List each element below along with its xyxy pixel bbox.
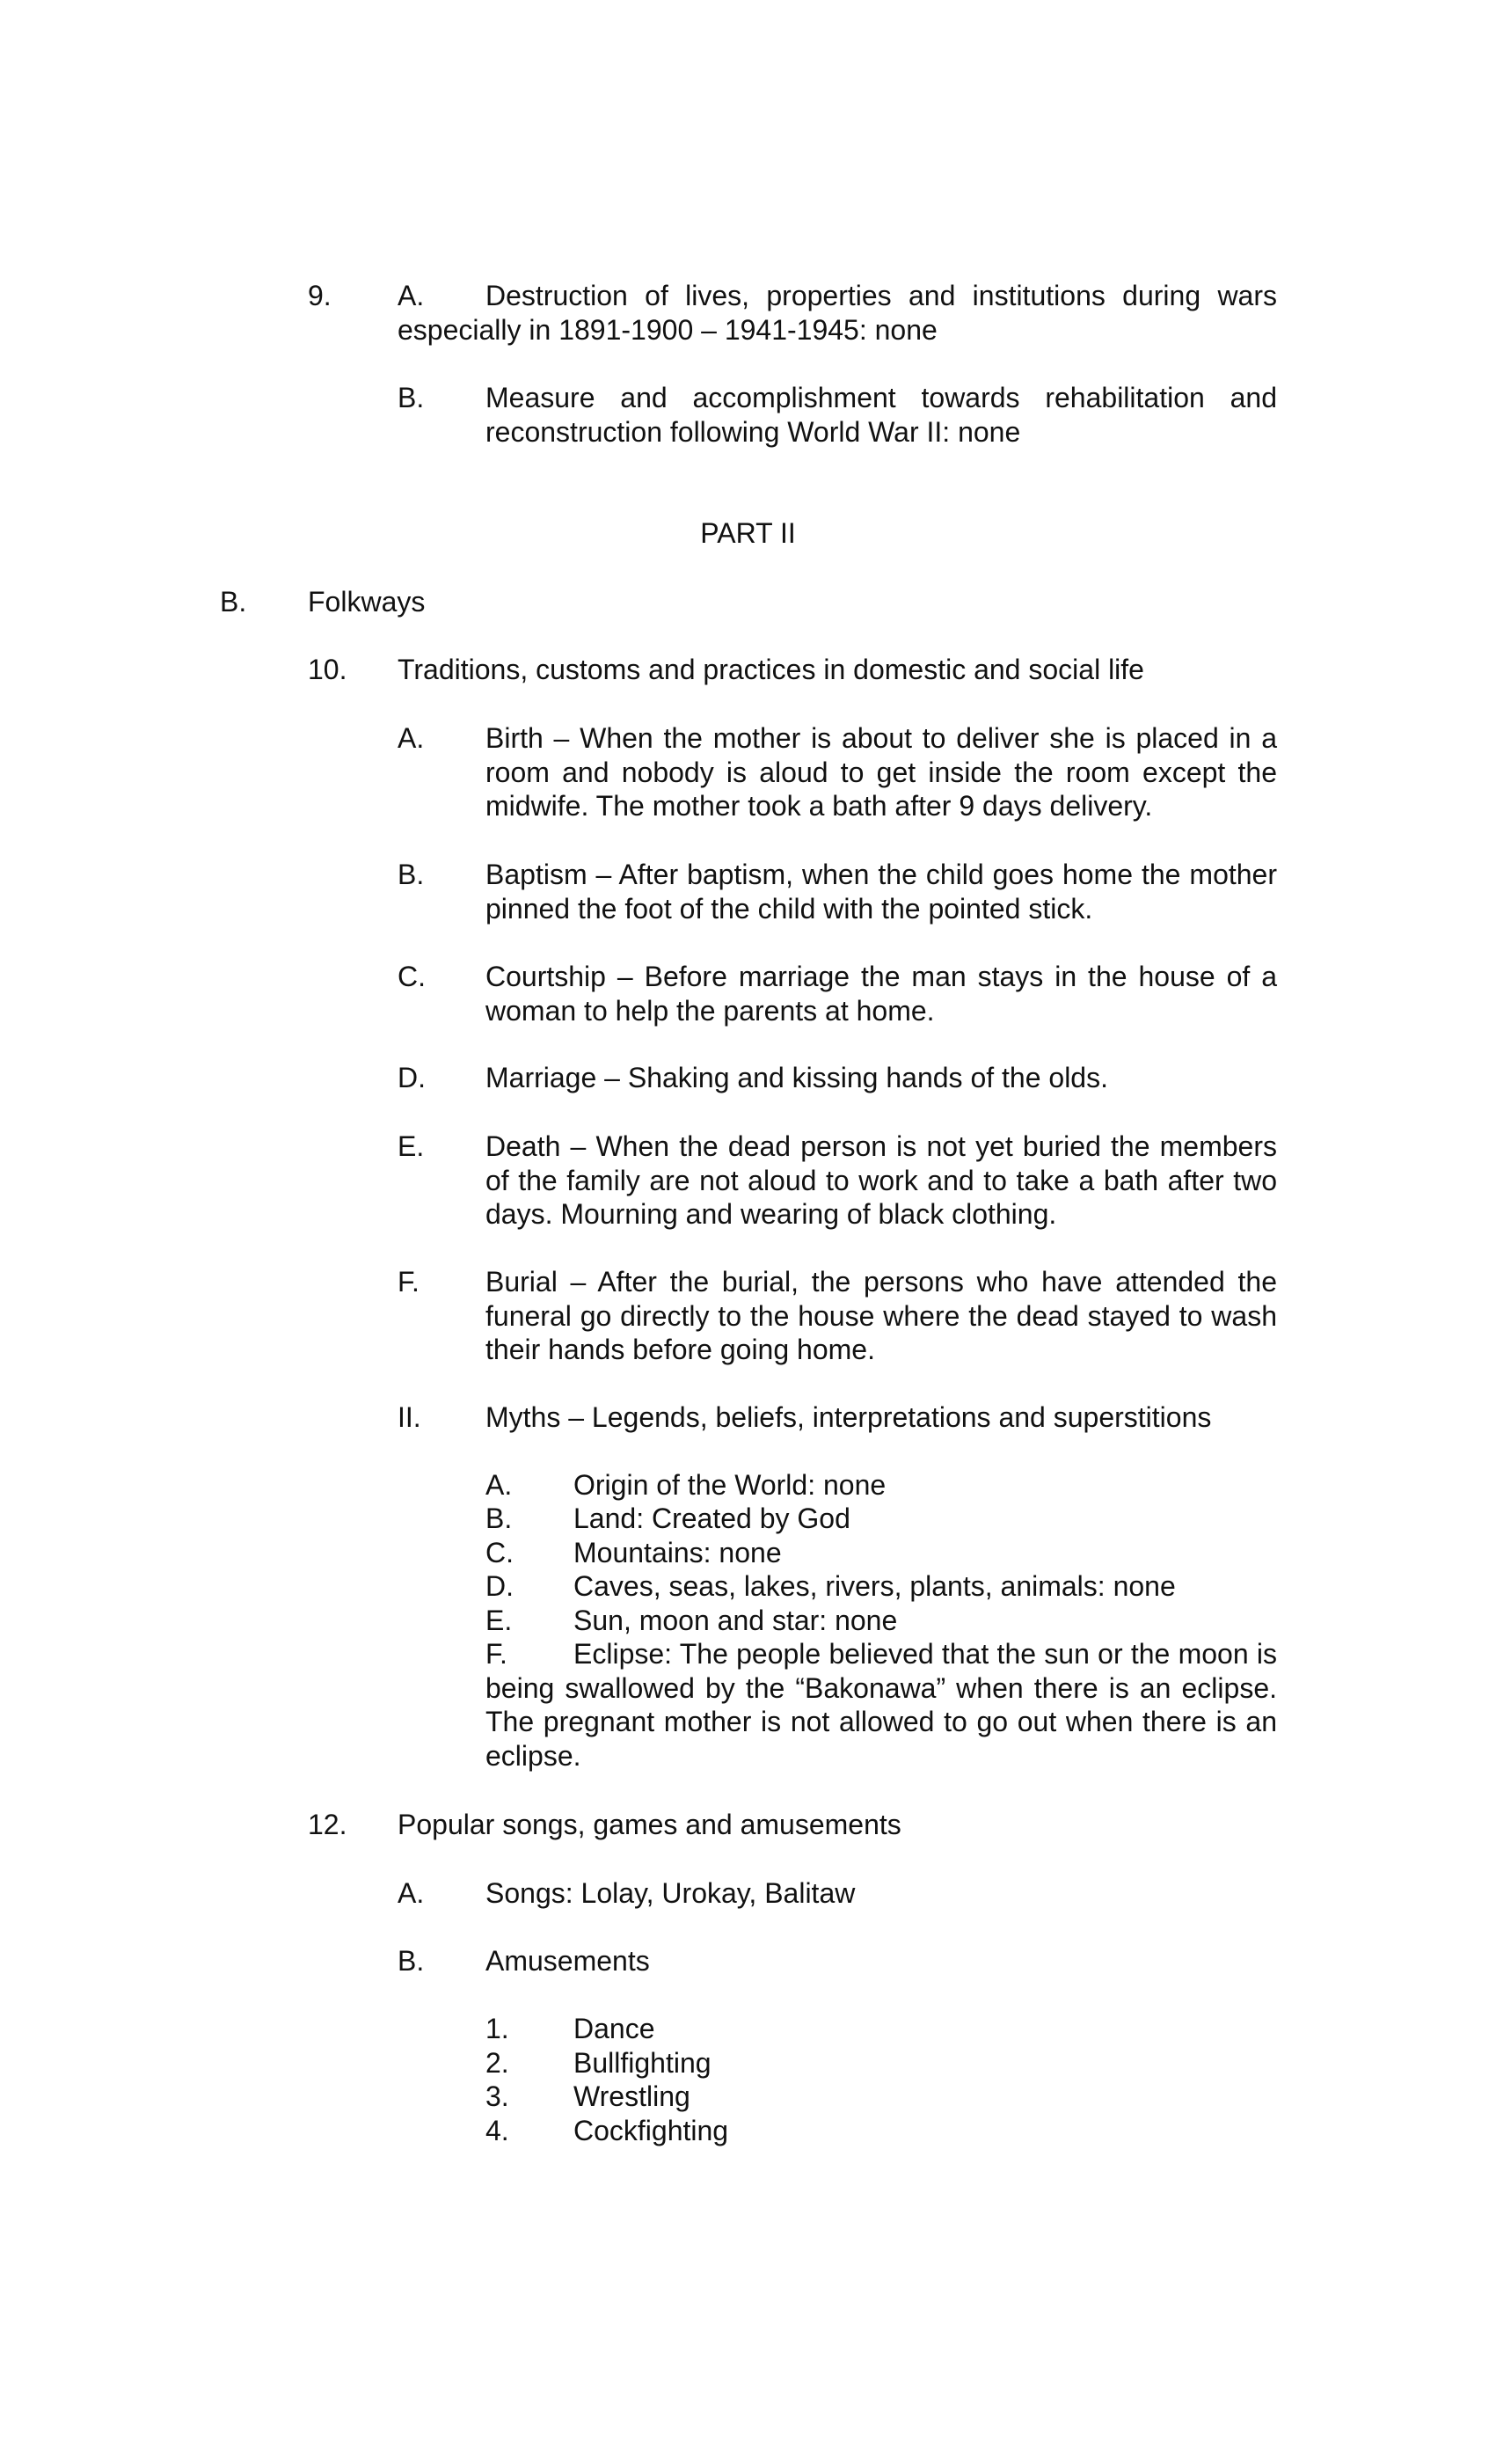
amusement-3-text: Wrestling: [573, 2080, 690, 2112]
amusements-label: B.: [398, 1945, 425, 1977]
item-10c-label: C.: [398, 961, 426, 992]
myth-f-label: F.: [485, 1638, 507, 1670]
myths-title: Myths – Legends, beliefs, interpretations and superstitions: [485, 1401, 1212, 1433]
item-10-number: 10.: [308, 654, 347, 685]
myth-d-text: Caves, seas, lakes, rivers, plants, animals: none: [573, 1570, 1176, 1602]
amusement-1-text: Dance: [573, 2013, 655, 2044]
section-b-label: B.: [220, 586, 247, 618]
myth-a-label: A.: [485, 1469, 513, 1501]
amusement-2-label: 2.: [485, 2047, 509, 2079]
item-9a-label: A.: [398, 280, 425, 311]
item-10e-text: Death – When the dead person is not yet buried the members of the family are not aloud to work and to take a bath after two days. Mourning and wearing of black clothing.: [485, 1130, 1277, 1230]
item-10e-label: E.: [398, 1130, 425, 1162]
myth-b-text: Land: Created by God: [573, 1503, 850, 1534]
amusement-2-text: Bullfighting: [573, 2047, 712, 2079]
item-10d-text: Marriage – Shaking and kissing hands of the olds.: [485, 1062, 1108, 1093]
myth-a-text: Origin of the World: none: [573, 1469, 887, 1501]
section-b-title: Folkways: [308, 586, 426, 618]
amusement-3-label: 3.: [485, 2080, 509, 2112]
item-9a-text: Destruction of lives, properties and institutions during wars especially in 1891-1900 – 1941-1945: none: [398, 280, 1277, 346]
item-12-title: Popular songs, games and amusements: [398, 1809, 901, 1840]
item-10-title: Traditions, customs and practices in domestic and social life: [398, 654, 1144, 685]
item-10a-text: Birth – When the mother is about to deliver she is placed in a room and nobody is aloud to get inside the room except the midwife. The mother took a bath after 9 days delivery.: [485, 722, 1277, 822]
amusement-4-text: Cockfighting: [573, 2115, 729, 2146]
part-title: PART II: [700, 517, 796, 549]
item-10a-label: A.: [398, 722, 425, 754]
songs-text: Songs: Lolay, Urokay, Balitaw: [485, 1877, 856, 1909]
myth-c-text: Mountains: none: [573, 1537, 782, 1568]
myth-f-text: Eclipse: The people believed that the sun or the moon is being swallowed by the “Bakonawa” when there is an eclipse. The pregnant mother is not allowed to go out when there is an eclipse.: [485, 1638, 1277, 1772]
myth-e-label: E.: [485, 1605, 513, 1636]
item-10f-label: F.: [398, 1266, 420, 1298]
item-9-number: 9.: [308, 280, 332, 311]
item-10d-label: D.: [398, 1062, 426, 1093]
item-9b-text: Measure and accomplishment towards rehabilitation and reconstruction following World War II: none: [485, 382, 1277, 448]
myth-b-label: B.: [485, 1503, 513, 1534]
item-10c-text: Courtship – Before marriage the man stays in the house of a woman to help the parents at home.: [485, 961, 1277, 1027]
myths-label: II.: [398, 1401, 421, 1433]
amusement-4-label: 4.: [485, 2115, 509, 2146]
amusements-title: Amusements: [485, 1945, 650, 1977]
myth-e-text: Sun, moon and star: none: [573, 1605, 898, 1636]
myth-c-label: C.: [485, 1537, 514, 1568]
item-12-number: 12.: [308, 1809, 347, 1840]
amusement-1-label: 1.: [485, 2013, 509, 2044]
item-10f-text: Burial – After the burial, the persons who have attended the funeral go directly to the house where the dead stayed to wash their hands before going home.: [485, 1266, 1277, 1365]
item-10b-label: B.: [398, 859, 425, 890]
myth-d-label: D.: [485, 1570, 514, 1602]
songs-label: A.: [398, 1877, 425, 1909]
item-9b-label: B.: [398, 382, 425, 413]
item-10b-text: Baptism – After baptism, when the child goes home the mother pinned the foot of the child with the pointed stick.: [485, 859, 1277, 925]
